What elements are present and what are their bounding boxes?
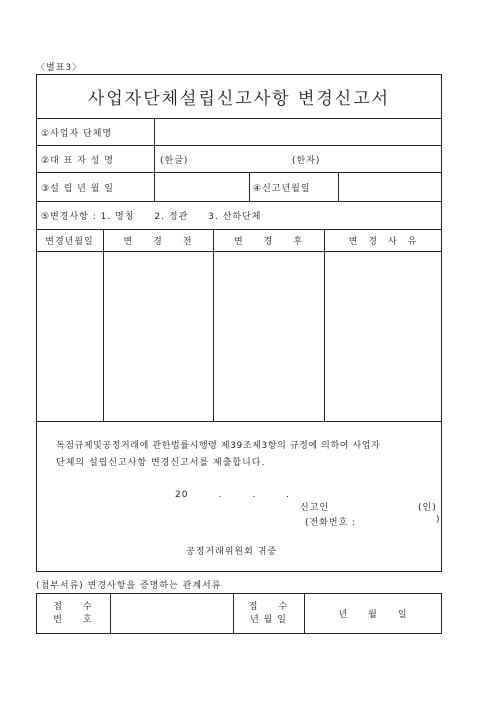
org-name-label: ①사업자 단체명 (41, 129, 113, 139)
divider (338, 172, 339, 201)
rep-name-label: ②대 표 자 성 명 (41, 156, 114, 166)
receipt-no-label-2: 번 호 (53, 614, 93, 625)
rep-name-hanja-label: (한자) (292, 156, 321, 166)
receipt-no-label (36, 593, 110, 634)
receipt-date-label-1: 접 수 (248, 601, 289, 612)
divider (36, 421, 442, 422)
reason-cell[interactable] (325, 252, 441, 420)
addressee: 공정거래위원회 귀중 (186, 547, 278, 557)
reporter-label: 신고인 (300, 503, 330, 513)
col-header-change-date: 변경년월일 (45, 236, 94, 247)
receipt-date-label (233, 593, 304, 634)
change-items-label: ⑤변경사항 : 1. 명칭 2. 정관 3. 산하단체 (41, 212, 262, 222)
est-date-field[interactable] (156, 174, 248, 200)
divider (154, 118, 155, 201)
rep-name-hangul-label: (한글) (160, 156, 189, 166)
receipt-date-label-2: 년 월 일 (250, 614, 287, 625)
receipt-date-value[interactable]: 년 월 일 (338, 610, 408, 620)
before-cell[interactable] (104, 252, 212, 420)
declaration-line-1: 독점규제및공정거래에 관한법률시행령 제39조제3항의 규정에 의하여 사업자 (56, 441, 381, 451)
declaration-date: 20 . . . (175, 490, 291, 500)
est-date-label: ③설 립 년 월 일 (41, 184, 114, 194)
divider (36, 172, 442, 173)
phone-close: ) (436, 515, 441, 525)
change-date-cell[interactable] (37, 252, 102, 420)
declaration-line-2: 단체의 설립신고사항 변경신고서를 제출합니다. (56, 458, 266, 468)
org-name-field[interactable] (156, 120, 440, 144)
seal-mark: (인) (418, 503, 437, 513)
divider (36, 118, 442, 119)
form-title: 사업자단체설립신고사항 변경신고서 (87, 88, 391, 109)
attachment-note: (첨부서류) 변경사항을 증명하는 관계서류 (36, 581, 222, 591)
report-date-field[interactable] (340, 174, 440, 200)
col-header-after: 변 경 후 (233, 236, 304, 247)
phone-label: (전화번호 : (305, 518, 357, 528)
divider (249, 172, 250, 201)
col-header-before: 변 경 전 (123, 236, 193, 247)
receipt-no-label-1: 접 수 (53, 601, 93, 612)
form-label: 〈별표3〉 (36, 63, 83, 73)
col-header-reason: 변 경 사 유 (348, 236, 418, 247)
divider (36, 145, 442, 146)
after-cell[interactable] (214, 252, 323, 420)
divider (36, 201, 442, 202)
report-date-label: ④신고년월일 (253, 184, 311, 194)
receipt-no-field[interactable] (111, 594, 232, 633)
